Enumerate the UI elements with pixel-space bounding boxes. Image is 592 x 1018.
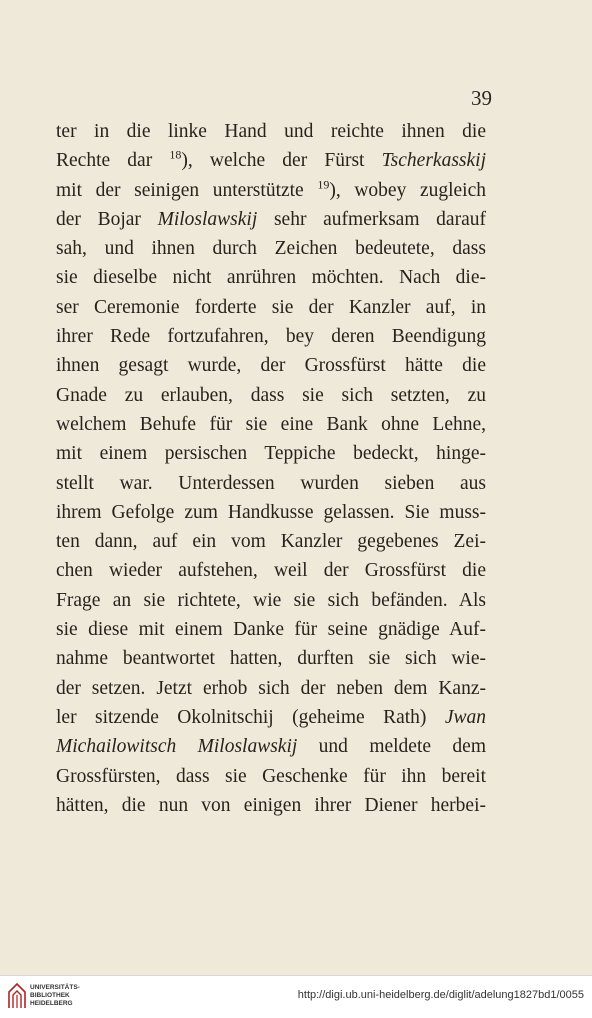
text-line: der Bojar Miloslawskij sehr aufmerksam darauf	[56, 208, 486, 230]
text-line: Frage an sie richtete, wie sie sich befänden. Als	[56, 589, 486, 611]
text-line: ihnen gesagt wurde, der Grossfürst hätte die	[56, 355, 486, 377]
text-line: welchem Behufe für sie eine Bank ohne Lehne,	[56, 413, 486, 435]
text-line: ihrem Gefolge zum Handkusse gelassen. Sie muss-	[56, 501, 486, 523]
text-line: ler sitzende Okolnitschij (geheime Rath) Jwan	[56, 706, 486, 728]
text-line: Rechte dar $^{18}$), welche der Fürst Tscherkasskij	[56, 147, 486, 172]
text-line: hätten, die nun von einigen ihrer Diener herbei-	[56, 794, 486, 816]
text-line: ihrer Rede fortzufahren, bey deren Beendigung	[56, 326, 486, 348]
source-url[interactable]: http://digi.ub.uni-heidelberg.de/diglit/adelung1827bd1/0055	[297, 989, 584, 1001]
text-line: der setzen. Jetzt erhob sich der neben dem Kanz-	[56, 677, 486, 699]
text-line: mit einem persischen Teppiche bedeckt, hinge-	[56, 443, 486, 465]
text-line: Michailowitsch Miloslawskij und meldete dem	[56, 736, 486, 758]
library-logo-text	[30, 984, 80, 1008]
text-line: nahme beantwortet hatten, durften sie sich wie-	[56, 648, 486, 670]
body-text	[56, 117, 486, 820]
text-line: Gnade zu erlauben, dass sie sich setzten, zu	[56, 384, 486, 406]
logo-line: HEIDELBERG	[30, 1000, 73, 1007]
text-line: sie diese mit einem Danke für seine gnädige Auf-	[56, 619, 486, 641]
footer-bar	[0, 975, 592, 1018]
text-line: chen wieder aufstehen, weil der Grossfürst die	[56, 560, 486, 582]
library-logo-icon	[8, 983, 26, 1009]
text-line: sie dieselbe nicht anrühren möchten. Nach die-	[56, 267, 486, 289]
logo-line: UNIVERSITÄTS-	[30, 984, 80, 991]
text-line: ser Ceremonie forderte sie der Kanzler auf, in	[56, 296, 486, 318]
text-line: stellt war. Unterdessen wurden sieben aus	[56, 472, 486, 494]
text-line: mit der seinigen unterstützte $^{19}$), wobey zugleich	[56, 177, 486, 201]
text-line: ter in die linke Hand und reichte ihnen die	[56, 121, 486, 142]
page-number: 39	[471, 86, 492, 110]
text-line: ten dann, auf ein vom Kanzler gegebenes Zei-	[56, 531, 486, 553]
text-line: Grossfürsten, dass sie Geschenke für ihn bereit	[56, 765, 486, 787]
logo-line: BIBLIOTHEK	[30, 992, 70, 999]
text-line: sah, und ihnen durch Zeichen bedeutete, dass	[56, 238, 486, 260]
